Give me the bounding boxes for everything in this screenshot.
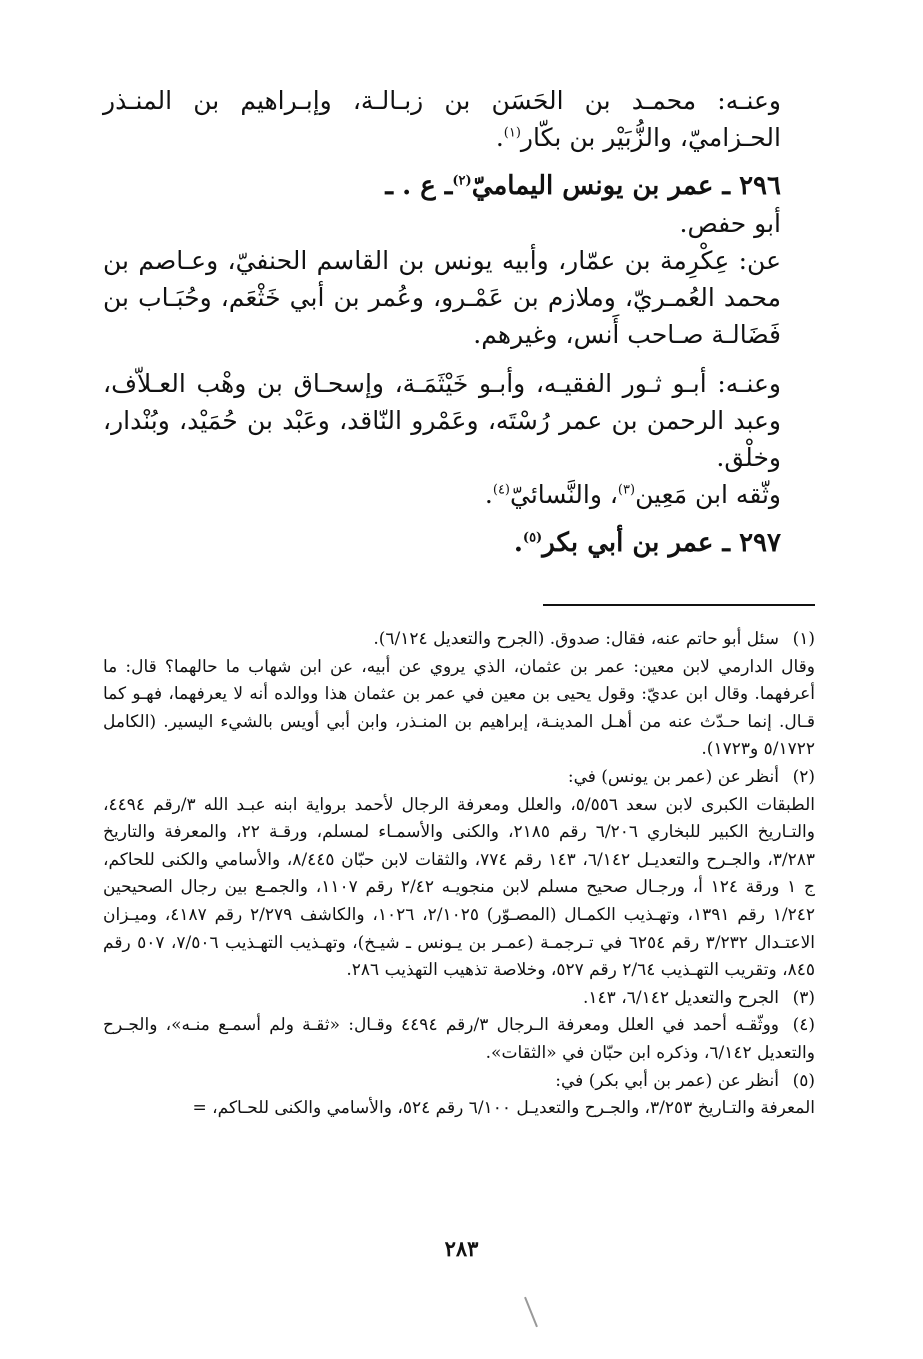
footnote-separator xyxy=(543,604,815,606)
footnote-5-head xyxy=(103,1068,815,1096)
footnote-5-head-text: أنظر عن (عمر بن أبي بكر) في: xyxy=(555,1070,779,1091)
entry-297-name: عمر بن أبي بكر xyxy=(542,528,714,558)
footnote-2-head xyxy=(103,764,815,792)
main-text xyxy=(103,82,815,562)
footnote-2-head-text: أنظر عن (عمر بن يونس) في: xyxy=(567,766,779,787)
footnote-4-number: (٤) xyxy=(792,1015,815,1036)
footnote-3-number: (٣) xyxy=(792,987,815,1008)
footnote-1-body: وقال الدارمي لابن معين: عمر بن عثمان، الذي يروي عن أبيه، عن ابن شهاب ما حالهما؟ قال: ما أعرفهما. وقال ابن عديّ: وقول يحيى بن معين في عمر بن عثمان هذا ووالده أنه لا يعرفهما، فهـو كما قـال. إنما حـدّث عنه من أهـل المدينـة، إبراهيم بن المنـذر، وابن أبي أويس بالشيء اليسير. (الكامل ٥/١٧٢٢ و١٧٢٣). xyxy=(103,656,815,760)
footnote-2-number: (٢) xyxy=(792,766,815,787)
para1-end: . xyxy=(495,123,504,152)
footnote-ref-5[interactable]: (٥) xyxy=(522,530,543,546)
footnote-3 xyxy=(103,985,815,1013)
footnote-ref-3[interactable]: (٣) xyxy=(617,482,636,498)
footnote-ref-2[interactable]: (٢) xyxy=(452,173,472,189)
para-an: عن: عِكْرِمة بن عمّار، وأبيه يونس بن القاسم الحنفيّ، وعـاصم بن محمد العُمـريّ، وملازم بن عَمْـرو، وعُمر بن أبي خَثْعَم، وحُبَـاب بن فَضَالـة صـاحب أَنس، وغيرهم. xyxy=(103,246,781,349)
footnote-5-number: (٥) xyxy=(792,1070,815,1091)
footnote-3-text: الجرح والتعديل ٦/١٤٢، ١٤٣. xyxy=(583,987,779,1008)
entry-297-number: ٢٩٧ ـ xyxy=(722,528,781,558)
footnote-1-head xyxy=(103,626,815,654)
entry-296-sigla: ـ ع . ـ xyxy=(385,171,453,201)
footnote-2-body: الطبقات الكبرى لابن سعد ٥/٥٥٦، والعلل ومعرفة الرجال لأحمد برواية ابنه عبـد الله ٣/رقم ٤٤٩٤، والتـاريخ الكبير للبخاري ٦/٢٠٦ رقم ٢١٨٥، والكنى والأسمـاء لمسلم، ورقـة ٢٢، والمعرفة والتاريخ ٣/٢٨٣، والجـرح والتعديـل ٦/١٤٢، ١٤٣ رقم ٧٧٤، والثقات لابن حبّان ٨/٤٤٥، والأسامي والكنى للحاكم، ج ١ ورقة ١٢٤ أ، ورجـال صحيح مسلم لابن منجويـه ٢/٤٢ رقم ١١٠٧، والجمـع بين رجال الصحيحين ١/٢٤٢ رقم ١٣٩١، وتهـذيب الكمـال (المصـوّر) ٢/١٠٢٥، ١٠٢٦، والكاشف ٢/٢٧٩ رقم ٤١٨٧، وميـزان الاعتـدال ٣/٢٣٢ رقم ٦٢٥٤ في تـرجمـة (عمـر بن يـونس ـ شيـخ)، وتهـذيب التهـذيب ٧/٥٠٦، ٥٠٧ رقم ٨٤٥، وتقريب التهـذيب ٢/٦٤ رقم ٥٢٧، وخلاصة تذهيب التهذيب ٢٨٦. xyxy=(103,794,816,981)
footnote-ref-4[interactable]: (٤) xyxy=(492,482,510,498)
tawthiq-end: . xyxy=(484,480,493,509)
tawthiq-b: ، والنَّسائيّ xyxy=(510,480,618,509)
footnote-5-body: المعرفة والتـاريخ ٣/٢٥٣، والجـرح والتعديـل ٦/١٠٠ رقم ٥٢٤، والأسامي والكنى للحـاكم، = xyxy=(192,1098,815,1119)
footnotes xyxy=(103,626,815,1123)
para-anhu-2: وعنـه: أبـو ثـور الفقيـه، وأبـو خَيْثَمَـة، وإسحـاق بن وهْب العـلاّف، وعبد الرحمن بن عمر رُسْتَه، وعَمْرو النّاقد، وعَبْد بن حُمَيْد، وبُنْدار، وخلْق. xyxy=(103,369,781,472)
para-anhu-1 xyxy=(103,82,815,156)
footnote-4-text: ووثّقـه أحمد في العلل ومعرفة الـرجال ٣/رقم ٤٤٩٤ وقـال: «ثقـة ولم أسمـع منـه»، والجـرح والتعديل ٦/١٤٢، وذكره ابن حبّان في «الثقات». xyxy=(103,1015,815,1063)
footnote-1-head-text: سئل أبو حاتم عنه، فقال: صدوق. (الجرح والتعديل ٦/١٢٤). xyxy=(373,629,779,649)
page-number: ٢٨٣ xyxy=(444,1236,479,1261)
entry-296-name: عمر بن يونس اليماميّ xyxy=(471,171,714,201)
scan-mark xyxy=(524,1297,538,1327)
entry-296-heading xyxy=(103,168,815,205)
kunya: أبو حفص. xyxy=(679,209,781,238)
entry-296-number: ٢٩٦ ـ xyxy=(722,171,781,201)
footnote-1-number: (١) xyxy=(792,629,815,649)
footnote-4 xyxy=(103,1012,815,1067)
entry-297-heading xyxy=(103,525,815,562)
footnote-ref-1[interactable]: (١) xyxy=(503,125,521,141)
para-tawthiq xyxy=(103,476,815,513)
entry-297-end: . xyxy=(513,528,523,558)
para1-text: وعنـه: محمـد بن الحَسَن بن زبـالـة، وإبـراهيم بن المنـذر الحـزاميّ، والزُّبَيْر بن بكّار xyxy=(103,86,781,152)
tawthiq-a: وثّقه ابن مَعِين xyxy=(635,480,781,509)
